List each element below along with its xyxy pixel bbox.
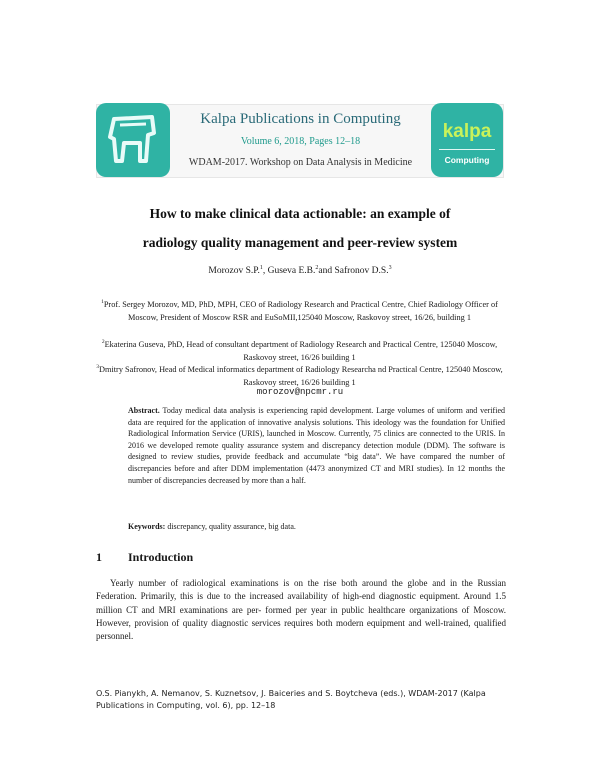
kalpa-chair-logo bbox=[96, 103, 170, 177]
affiliation-1-text: Prof. Sergey Morozov, MD, PhD, MPH, CEO of Radiology Research and Practical Centre, Chief Radiology Officer of Moscow, President of Moscow RSR and EuSoMII,125040 Moscow, Raskovoy street, 16/26, building 1 bbox=[103, 299, 498, 322]
volume-info: Volume 6, 2018, Pages 12–18 bbox=[240, 136, 361, 147]
author-separator: and bbox=[318, 266, 335, 277]
affiliation-2-text: Ekaterina Guseva, PhD, Head of consultant department of Radiology Research and Practical Centre, 125040 Moscow, Raskovoy street, 16/26 building 1 bbox=[104, 339, 498, 362]
author-1: Morozov S.P. bbox=[208, 266, 260, 277]
logo-word: kalpa bbox=[442, 121, 492, 142]
chair-icon bbox=[96, 103, 170, 177]
affiliation-3-mark: 3 bbox=[96, 364, 99, 370]
affiliation-2-mark: 2 bbox=[101, 339, 105, 345]
section-paragraph: Yearly number of radiological examinations is on the rise both around the globe and in the Russian Federation. Primarily, this is due to the increased availability of high-end diagnostic equipment. Around 1.5 million CT and MRI examinations are per- formed per year in public healthcare organizations of Moscow. However, provision of quality diagnostic services requires both modern equipment and well-trained, qualified personnel. bbox=[96, 578, 506, 642]
citation-footer: O.S. Pianykh, A. Nemanov, S. Kuznetsov, J. Baiceries and S. Boytcheva (eds.), WDAM-2017 (Kalpa Publications in Computing, vol. 6), pp. 12–18 bbox=[96, 689, 486, 710]
logo-subword: Computing bbox=[444, 155, 490, 165]
keywords-label: Keywords: bbox=[128, 522, 166, 531]
author-list bbox=[60, 265, 540, 276]
logo-divider bbox=[439, 149, 495, 150]
abstract-text: Today medical data analysis is experiencing rapid development. Large volumes of uniform and verified data are required for the application of innovative analysis solutions. This ideology was the foundation for Unified Radiological Information Service (URIS), launched in Moscow. Currently, 75 clinics are connected to the URIS. In 2016 we developed remote quality assurance system and discrepancy detection module (DDM). The software is designed to review studies, provide feedback and accumulate “big data”. We have compared the number of discrepancies before and after DDM implementation (4473 anonymized CT and MRI studies). In 12 months the number of discrepancies decreased by more than a half. bbox=[128, 406, 505, 485]
author-1-mark: 1 bbox=[259, 265, 263, 271]
affiliation-2 bbox=[92, 336, 507, 364]
keywords-text: discrepancy, quality assurance, big data. bbox=[165, 522, 296, 531]
abstract bbox=[128, 405, 505, 486]
author-separator: , bbox=[262, 266, 268, 277]
section-number: 1 bbox=[96, 550, 102, 564]
contact-email[interactable]: morozov@npcmr.ru bbox=[256, 387, 344, 397]
abstract-label: Abstract. bbox=[128, 406, 160, 415]
keywords bbox=[128, 522, 505, 531]
author-2: Guseva E.B. bbox=[267, 266, 316, 277]
author-3-mark: 3 bbox=[388, 265, 392, 271]
paper-title-line-1: How to make clinical data actionable: an example of bbox=[149, 206, 451, 221]
affiliation-3-text: Dmitry Safronov, Head of Medical informatics department of Radiology Researcha nd Practical Centre, 125040 Moscow, Raskovoy street, 16/26 building 1 bbox=[99, 364, 503, 387]
author-2-mark: 2 bbox=[315, 265, 319, 271]
kalpa-computing-logo bbox=[431, 103, 503, 177]
publication-title: Kalpa Publications in Computing bbox=[200, 111, 401, 127]
affiliation-1 bbox=[92, 296, 507, 324]
affiliation-3 bbox=[92, 361, 507, 389]
workshop-name: WDAM-2017. Workshop on Data Analysis in Medicine bbox=[188, 157, 413, 168]
section-title: Introduction bbox=[128, 550, 194, 564]
author-3: Safronov D.S. bbox=[334, 266, 389, 277]
paper-title-line-2: radiology quality management and peer-review system bbox=[142, 235, 458, 250]
affiliation-1-mark: 1 bbox=[101, 299, 104, 305]
